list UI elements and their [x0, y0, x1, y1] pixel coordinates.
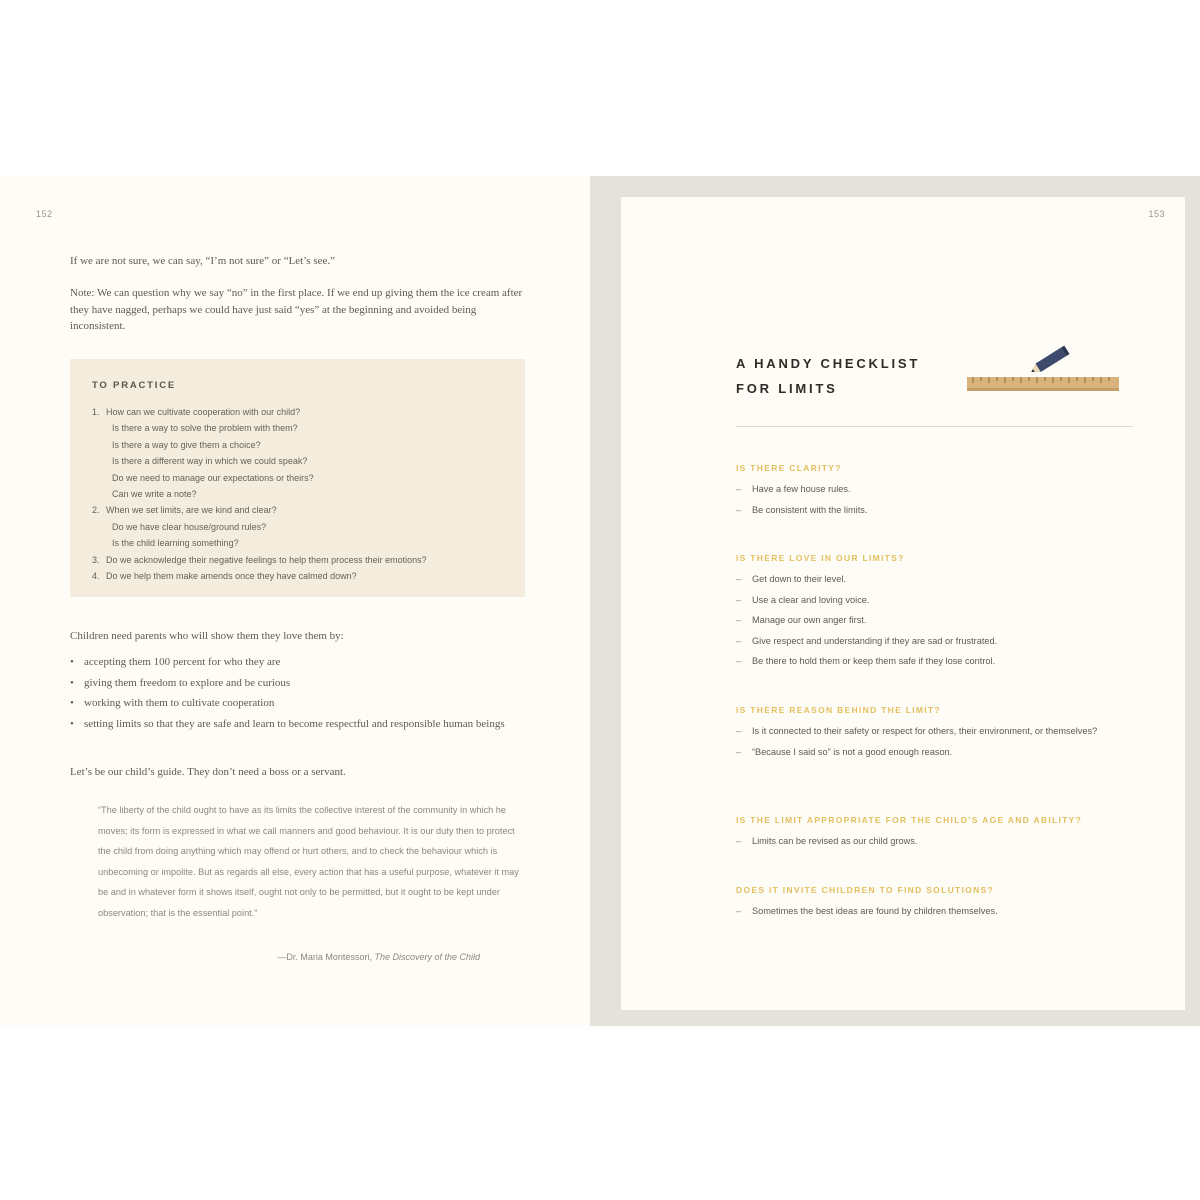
practice-subitem: Do we have clear house/ground rules?: [112, 521, 267, 532]
page-number-left: 152: [36, 209, 53, 219]
list-item: • setting limits so that they are safe and learn to become respectful and responsible human beings: [70, 716, 525, 733]
practice-subitem: Is there a way to solve the problem with them?: [112, 423, 298, 434]
practice-subitem: Do we need to manage our expectations or theirs?: [112, 472, 314, 483]
list-item: • working with them to cultivate cooperation: [70, 695, 525, 712]
checklist-title: A HANDY CHECKLIST FOR LIMITS: [736, 356, 921, 396]
quote-attribution: —Dr. Maria Montessori, The Discovery of the Child: [277, 952, 480, 962]
practice-subitem: Can we write a note?: [112, 489, 197, 500]
list-item: – Have a few house rules.: [736, 479, 1136, 500]
list-item: – Use a clear and loving voice.: [736, 590, 1136, 611]
right-page-frame: [590, 176, 1200, 1026]
practice-subitem: Is there a different way in which we could speak?: [112, 456, 308, 467]
checklist-section-clarity: [736, 463, 1136, 520]
section-heading: IS THERE CLARITY?: [736, 463, 842, 473]
list-item: – Be consistent with the limits.: [736, 500, 1136, 521]
list-item: – Be there to hold them or keep them safe if they lose control.: [736, 651, 1136, 672]
list-item: – Is it connected to their safety or respect for others, their environment, or themselves?: [736, 721, 1136, 742]
list-item: • giving them freedom to explore and be curious: [70, 675, 525, 692]
book-spread: [0, 176, 1200, 1026]
list-item: – Sometimes the best ideas are found by children themselves.: [736, 901, 1136, 922]
list-item: – Limits can be revised as our child grows.: [736, 831, 1136, 852]
page-number-right: 153: [1148, 209, 1165, 219]
section-heading: IS THERE LOVE IN OUR LIMITS?: [736, 553, 905, 563]
list-item: – Give respect and understanding if they are sad or frustrated.: [736, 631, 1136, 652]
checklist-section-reason: [736, 705, 1136, 762]
montessori-quote: “The liberty of the child ought to have as its limits the collective interest of the community in which he moves; its form is expressed in what we call manners and good behaviour. It is our duty then to protect the child from doing anything which may offend or hurt others, and to check the behaviour which is unbecoming or impolite. But as regards all else, every action that has a useful purpose, whatever it may be and in whatever form it shows itself, ought not only to be permitted, but it ought to be kept under observation; that is the essential point.”: [98, 805, 519, 918]
practice-item-1: 1. How can we cultivate cooperation with our child?: [92, 407, 301, 417]
paragraph-note: Note: We can question why we say “no” in the first place. If we end up giving them the ice cream after they have nagged, perhaps we could have just said “yes” at the beginning and avoided being inconsistent.: [70, 287, 523, 332]
paragraph-children-need: Children need parents who will show them they love them by:: [70, 630, 344, 642]
left-page: [0, 176, 590, 1026]
paragraph-guide: Let’s be our child’s guide. They don’t need a boss or a servant.: [70, 766, 346, 778]
checklist-section-love: [736, 553, 1136, 672]
right-page: [621, 197, 1185, 1010]
practice-subitem: Is there a way to give them a choice?: [112, 439, 261, 450]
section-heading: IS THERE REASON BEHIND THE LIMIT?: [736, 705, 941, 715]
list-item: • accepting them 100 percent for who they are: [70, 654, 525, 671]
to-practice-box: [70, 359, 525, 597]
practice-item-2: 2. When we set limits, are we kind and clear?: [92, 505, 277, 516]
practice-item-4: 4. Do we help them make amends once they have calmed down?: [92, 571, 357, 582]
section-heading: IS THE LIMIT APPROPRIATE FOR THE CHILD’S AGE AND ABILITY?: [736, 815, 1083, 825]
section-heading: DOES IT INVITE CHILDREN TO FIND SOLUTIONS?: [736, 885, 994, 895]
love-bullet-list: [70, 654, 525, 736]
list-item: – “Because I said so” is not a good enough reason.: [736, 742, 1136, 763]
to-practice-title: TO PRACTICE: [92, 380, 177, 391]
checklist-section-age: [736, 815, 1136, 852]
practice-subitem: Is the child learning something?: [112, 538, 239, 549]
pencil-ruler-icon: [961, 331, 1123, 403]
to-practice-list: [92, 404, 517, 584]
paragraph-not-sure: If we are not sure, we can say, “I’m not sure” or “Let’s see.”: [70, 255, 335, 267]
checklist-section-solutions: [736, 885, 1136, 922]
list-item: – Manage our own anger first.: [736, 610, 1136, 631]
practice-item-3: 3. Do we acknowledge their negative feelings to help them process their emotions?: [92, 554, 427, 565]
list-item: – Get down to their level.: [736, 569, 1136, 590]
title-divider: [736, 426, 1133, 427]
